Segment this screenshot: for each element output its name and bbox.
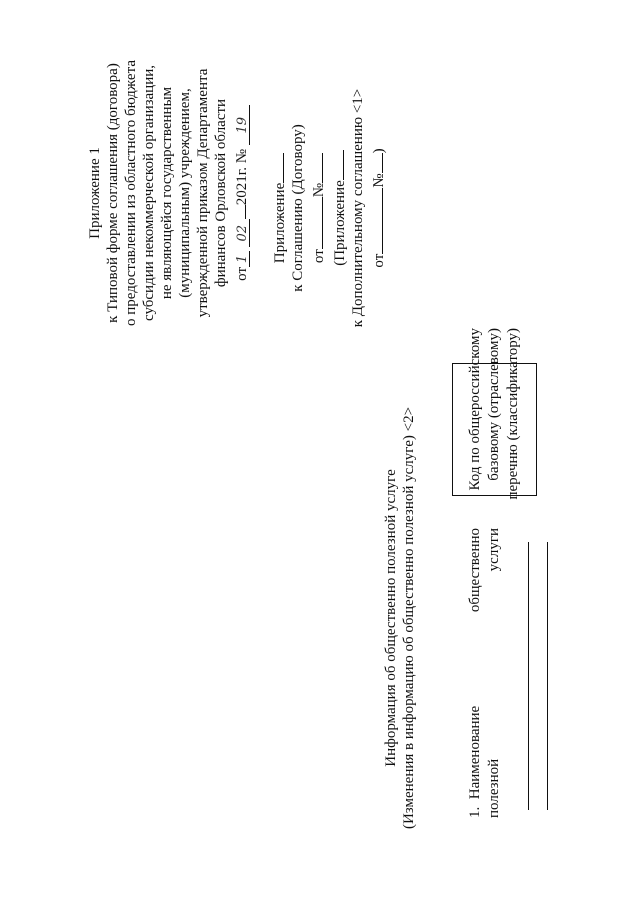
item-number: 1. — [467, 806, 483, 818]
appendix2-line3 — [307, 78, 328, 338]
appendix2-line5: к Дополнительному соглашению <1> — [350, 88, 366, 328]
appendix-label: (Приложение — [332, 180, 348, 266]
item-word: услуги — [486, 528, 502, 572]
appendix1-line: (муниципальным) учреждением, — [177, 88, 193, 298]
date-year: 2021г. № — [234, 148, 250, 206]
number-label: № — [311, 182, 327, 198]
item1-service-name — [466, 528, 504, 818]
appendix1-header — [86, 28, 251, 358]
appendix1-line: о предоставлении из областного бюджета — [123, 60, 139, 326]
blank-line — [547, 542, 548, 810]
item-word: Наименование — [467, 705, 483, 800]
handwritten-month: 02 — [234, 219, 250, 247]
handwritten-number: 19 — [234, 105, 250, 145]
appendix2-line4 — [328, 78, 349, 338]
close-paren: ) — [371, 148, 387, 154]
okpd-line: базовому (отраслевому) — [486, 328, 502, 481]
item1-lead — [466, 706, 485, 818]
appendix2-title-line — [268, 78, 289, 338]
item1-row2 — [485, 528, 504, 818]
appendix2-line2: к Соглашению (Договору) — [290, 124, 306, 292]
from-label: от — [371, 253, 387, 268]
blank-line — [367, 153, 383, 173]
title-main: Информация об общественно полезной услуге — [383, 469, 399, 767]
item1-row1 — [466, 528, 485, 818]
handwritten-day: 1 — [234, 251, 250, 267]
item-word: полезной — [486, 758, 502, 818]
appendix1-line: утвержденной приказом Департамента — [195, 68, 211, 318]
blank-line — [328, 150, 344, 180]
blank-line — [307, 197, 323, 249]
title-sub: (Изменения в информацию об общественно полезной услуге) <2> — [401, 406, 417, 830]
number-label: № — [371, 173, 387, 188]
blank-line — [230, 205, 246, 219]
appendix1-line: к Типовой форме соглашения (договора) — [105, 63, 121, 323]
from-label: от — [311, 249, 327, 264]
date-prefix: от — [234, 266, 250, 281]
blank-line — [367, 188, 383, 254]
appendix1-line: субсидии некоммерческой организации, — [141, 64, 157, 322]
item-word: общественно — [467, 528, 483, 613]
appendix2-line6 — [367, 78, 388, 338]
appendix1-line: финансов Орловской области — [213, 98, 229, 288]
appendix1-line: не являющейся государственным — [159, 86, 175, 300]
appendix2-title: Приложение — [272, 182, 288, 264]
blank-line — [528, 542, 529, 810]
okpd-line: Код по общероссийскому — [467, 328, 483, 491]
blank-line — [307, 153, 323, 183]
appendix1-title: Приложение 1 — [87, 147, 103, 239]
code-input-box[interactable] — [452, 363, 537, 496]
appendix1-date-line — [230, 28, 251, 358]
section-title — [382, 398, 418, 838]
blank-line — [268, 153, 284, 183]
okpd-line: перечню (классификатору) — [505, 328, 521, 500]
appendix2-header — [268, 78, 388, 338]
